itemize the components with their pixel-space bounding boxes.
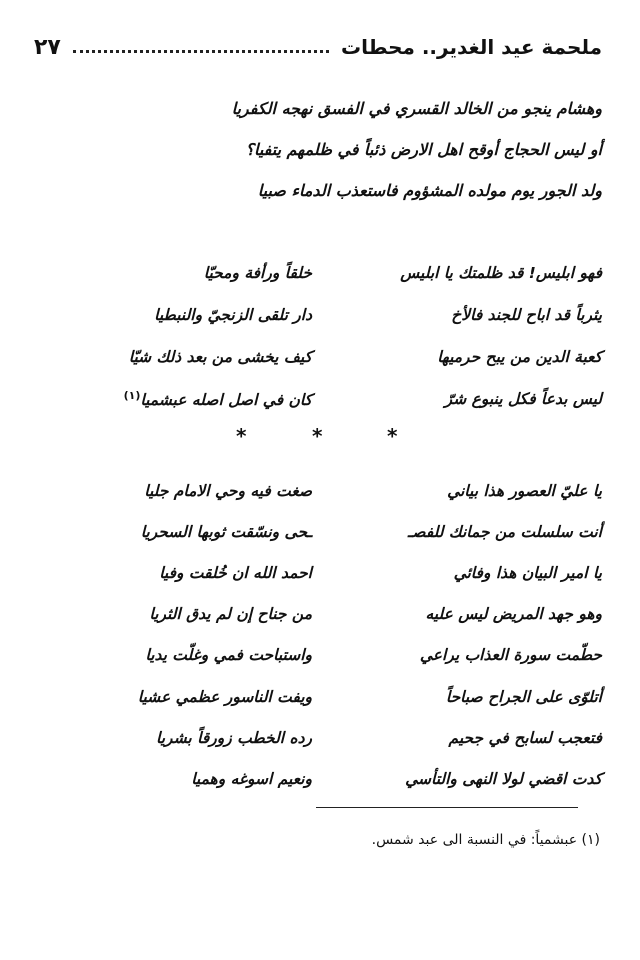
- wide-verses: [34, 88, 602, 211]
- couplet: [34, 676, 602, 717]
- section-separator: [0, 424, 640, 448]
- stanza-1: [34, 252, 602, 420]
- hemistich-second: دار تلقى الزنجيّ والنبطيا: [154, 306, 312, 324]
- running-title: ملحمة عيد الغدير.. محطات: [340, 35, 602, 59]
- hemistich-second: رده الخطب زورقاً بشريا: [156, 728, 312, 747]
- separator-star: *: [236, 424, 247, 448]
- stanza-2: [34, 470, 602, 800]
- couplet: [34, 378, 602, 420]
- hemistich-second: ـحى ونسّقت ثوبها السحريا: [140, 522, 312, 541]
- hemistich-second: واستباحت فمي وغلّت يديا: [145, 646, 312, 665]
- footnote-marker: (١): [123, 388, 141, 402]
- hemistich-second: ونعيم اسوغه وهميا: [191, 769, 312, 788]
- couplet: [34, 552, 602, 593]
- hemistich-first: وهو جهد المريض ليس عليه: [425, 605, 602, 624]
- couplet: [34, 470, 602, 511]
- verse-line: وهشام ينجو من الخالد القسري في الفسق نهجه الكفريا: [231, 99, 602, 118]
- hemistich-first: فهو ابليس! قد ظلمتك يا ابليس: [400, 264, 602, 282]
- couplet: [34, 336, 602, 378]
- hemistich-second: خلقاً ورأفة ومحيّا: [203, 264, 312, 282]
- separator-star: *: [312, 424, 323, 448]
- hemistich-first: يا عليّ العصور هذا بياني: [447, 481, 602, 500]
- verse-line: ولد الجور يوم مولده المشؤوم فاستعذب الدماء صبيا: [257, 181, 602, 200]
- hemistich-second: احمد الله ان خُلقت وفيا: [159, 563, 312, 582]
- page-number: ٢٧: [34, 34, 61, 60]
- header-dot-leader: [73, 50, 329, 53]
- hemistich-first: يثرباً قد اباح للجند فالأخ: [451, 306, 602, 324]
- couplet: [34, 294, 602, 336]
- couplet: [34, 758, 602, 799]
- couplet: [34, 635, 602, 676]
- hemistich-second: كيف يخشى من بعد ذلك شيّا: [128, 348, 312, 366]
- separator-star: *: [387, 424, 398, 448]
- footnote-rule: [316, 807, 578, 808]
- couplet: [34, 511, 602, 552]
- hemistich-first: يا امير البيان هذا وفائي: [453, 563, 602, 582]
- hemistich-first: كعبة الدين من يبح حرميها: [437, 348, 602, 366]
- hemistich-first: أتلوّى على الجراح صباحاً: [445, 687, 602, 706]
- footnote: (١) عبشمياً: في النسبة الى عبد شمس.: [371, 832, 600, 848]
- hemistich-second: ويفت الناسور عظمي عشيا: [137, 687, 312, 706]
- hemistich-first: كدت اقضي لولا النهى والتأسي: [405, 769, 602, 788]
- verse-line: أو ليس الحجاج أوقح اهل الارض ذئباً في ظلمهم يتفيا؟: [245, 140, 602, 159]
- couplet: [34, 252, 602, 294]
- hemistich-second: صغت فيه وحي الامام جليا: [144, 481, 312, 500]
- hemistich-first: فتعجب لسابح في جحيم: [448, 728, 602, 747]
- hemistich-first: ليس بدعاً فكل ينبوع شرّ: [444, 390, 602, 408]
- hemistich-text: كان في اصل اصله عبشميا: [140, 391, 312, 410]
- couplet: [34, 594, 602, 635]
- hemistich-first: أنت سلسلت من جمانك للفصـ: [407, 522, 602, 541]
- hemistich-second: من جناح إن لم يدق الثريا: [149, 605, 312, 624]
- couplet: [34, 717, 602, 758]
- hemistich-second: [34, 389, 312, 409]
- page-header: [34, 30, 602, 64]
- hemistich-first: حطّمت سورة العذاب يراعي: [419, 646, 602, 665]
